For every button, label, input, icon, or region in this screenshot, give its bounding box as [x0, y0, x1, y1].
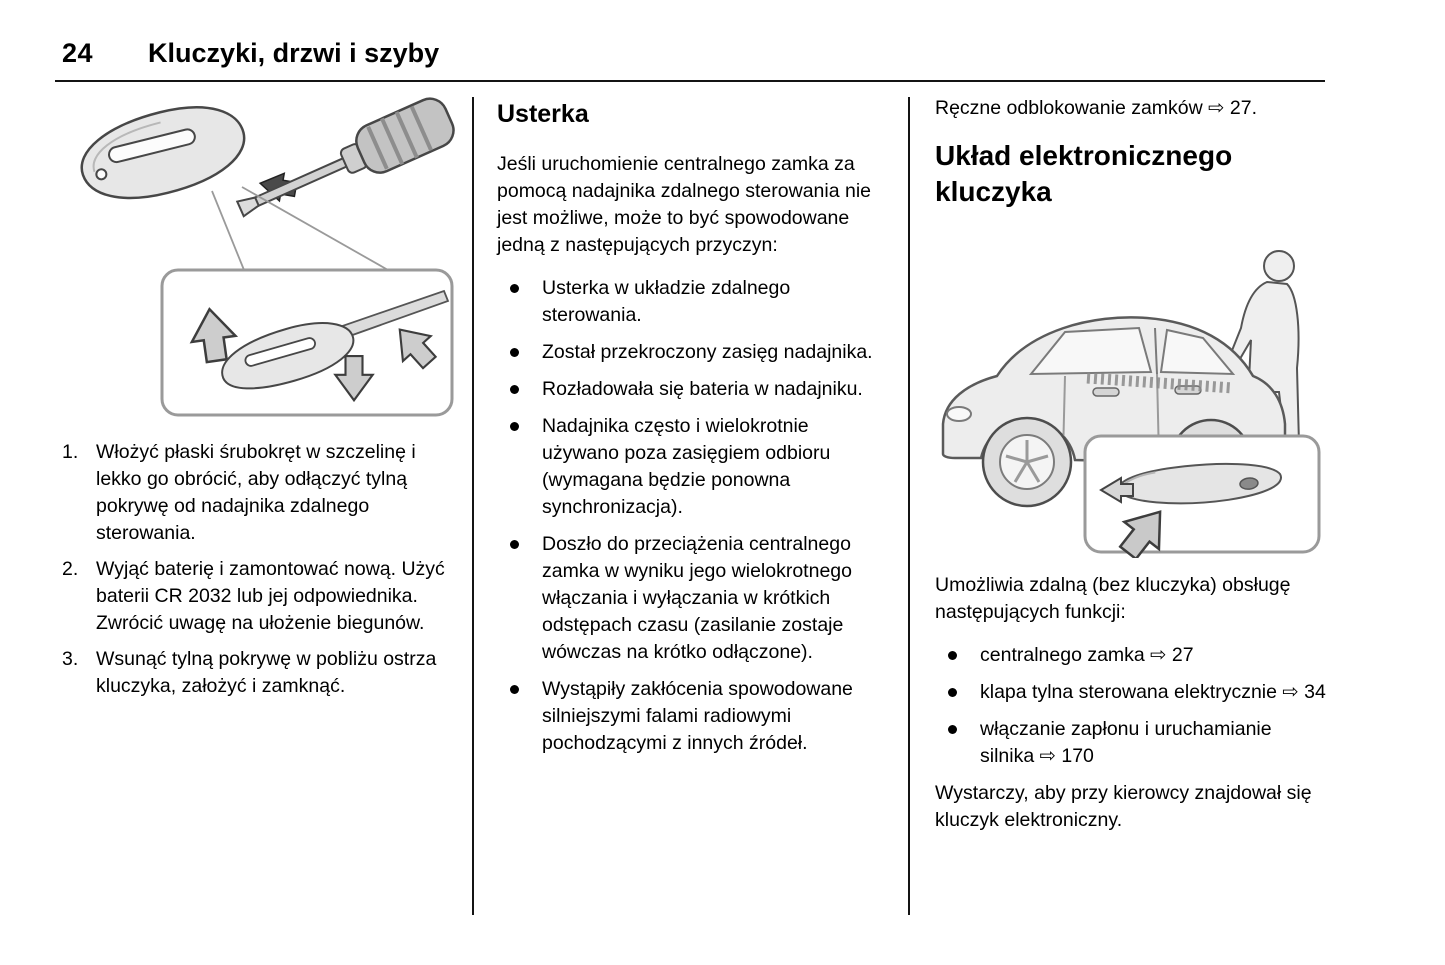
step-text: Wsunąć tylną pokrywę w pobliżu ostrza kluczyka, założyć i zamknąć.: [96, 648, 437, 697]
list-item: [497, 413, 889, 521]
bullet-dot: [510, 685, 519, 694]
bullet-dot: [948, 651, 957, 660]
bullet-dot: [510, 422, 519, 431]
bullet-dot: [510, 385, 519, 394]
car-driver-illustration: [935, 228, 1327, 558]
keyfob-cover: [73, 95, 253, 212]
step-text: Włożyć płaski śrubokręt w szczelinę i lekko go obrócić, aby odłączyć tylną pokrywę od nadajnika zdalnego sterowania.: [96, 441, 416, 544]
list-item: [497, 531, 889, 666]
bullet-text: klapa tylna sterowana elektrycznie ⇨ 34: [980, 681, 1326, 703]
list-item: [62, 646, 460, 700]
keyfob-screwdriver-illustration: [62, 95, 460, 425]
column-fault: [497, 95, 889, 767]
section-heading-usterka: Usterka: [497, 100, 589, 128]
section-heading-electronic-key: Układ elektronicznego kluczyka: [935, 140, 1233, 207]
step-number: 2.: [62, 558, 79, 580]
keyless-intro: Umożliwia zdalną (bez kluczyka) obsługę następujących funkcji:: [935, 574, 1291, 623]
step-text: Wyjąć baterię i zamontować nową. Użyć baterii CR 2032 lub jej odpowiednika. Zwrócić uwagę na ułożenie biegunów.: [96, 558, 445, 634]
list-item: [62, 439, 460, 547]
front-door-handle: [1093, 388, 1119, 396]
bullet-text: włączanie zapłonu i uruchamianie silnika ⇨ 170: [980, 718, 1272, 767]
page-number: 24: [62, 38, 94, 68]
list-item: [62, 556, 460, 637]
bullet-text: Nadajnika często i wielokrotnie używano poza zasięgiem odbioru (wymagana będzie ponowna synchronizacja).: [542, 415, 831, 518]
list-item: [935, 679, 1327, 706]
header-rule: [55, 80, 1325, 82]
list-item: [497, 376, 889, 403]
bullet-dot: [510, 284, 519, 293]
column-battery-replacement: [62, 95, 460, 709]
list-item: [935, 716, 1327, 770]
step-number: 3.: [62, 648, 79, 670]
bullet-text: Doszło do przeciążenia centralnego zamka w wyniku jego wielokrotnego włączania i wyłączania w krótkich odstępach czasu (zasilanie zostaje wówczas na krótko odłączone).: [542, 533, 852, 663]
bullet-text: Wystąpiły zakłócenia spowodowane silniejszymi falami radiowymi pochodzącymi z innych źródeł.: [542, 678, 853, 754]
list-item: [497, 339, 889, 366]
screwdriver: [230, 95, 459, 232]
keyless-outro: Wystarczy, aby przy kierowcy znajdował się kluczyk elektroniczny.: [935, 782, 1312, 831]
usterka-intro: Jeśli uruchomienie centralnego zamka za pomocą nadajnika zdalnego sterowania nie jest możliwe, może to być spowodowane jedną z następujących przyczyn:: [497, 153, 872, 256]
step-number: 1.: [62, 441, 79, 463]
column-electronic-key: [935, 95, 1327, 850]
page-header: [62, 38, 439, 69]
bullet-dot: [510, 540, 519, 549]
list-item: [497, 676, 889, 757]
bullet-dot: [948, 688, 957, 697]
column-divider-left: [472, 97, 474, 915]
bullet-dot: [510, 348, 519, 357]
page-title: Kluczyki, drzwi i szyby: [148, 38, 440, 68]
fault-causes-list: [497, 275, 889, 757]
bullet-text: Usterka w układzie zdalnego sterowania.: [542, 277, 791, 326]
battery-replacement-figure: [62, 95, 460, 425]
cross-reference: Ręczne odblokowanie zamków ⇨ 27.: [935, 97, 1258, 119]
column-divider-right: [908, 97, 910, 915]
battery-replacement-steps: [62, 439, 460, 700]
bullet-text: centralnego zamka ⇨ 27: [980, 644, 1194, 666]
headlight: [947, 407, 971, 421]
keyless-functions-list: [935, 642, 1327, 770]
keyless-entry-figure: [935, 228, 1327, 558]
list-item: [935, 642, 1327, 669]
bullet-dot: [948, 725, 957, 734]
leader-line: [242, 187, 388, 270]
list-item: [497, 275, 889, 329]
bullet-text: Został przekroczony zasięg nadajnika.: [542, 341, 873, 363]
bullet-text: Rozładowała się bateria w nadajniku.: [542, 378, 863, 400]
